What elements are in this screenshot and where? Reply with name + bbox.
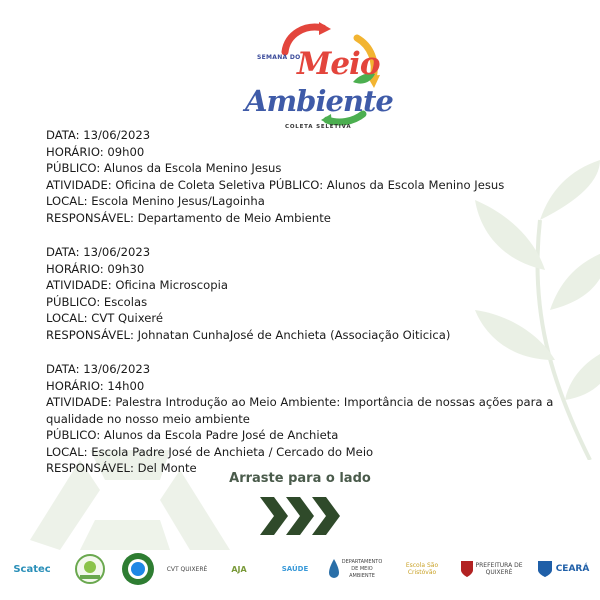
- ceara-logo: [528, 550, 598, 588]
- partner-globe-icon: [121, 552, 155, 586]
- dept-meio-ambiente-logo: [326, 550, 386, 588]
- partner-logo: [70, 550, 110, 588]
- partner-seal-icon: [74, 553, 106, 585]
- cvt-quixere-logo: [166, 550, 208, 588]
- event-date: DATA: 13/06/2023: [46, 128, 151, 142]
- event-time: HORÁRIO: 09h00: [46, 144, 145, 159]
- event-audience: PÚBLICO: Alunos da Escola Menino Jesus: [46, 161, 282, 175]
- event-location: LOCAL: Escola Menino Jesus/Lagoinha: [46, 194, 265, 208]
- event-time: HORÁRIO: 09h30: [46, 261, 145, 276]
- logo-meio-text: Meio: [297, 46, 380, 82]
- event-responsible: RESPONSÁVEL: Del Monte: [46, 461, 197, 475]
- event-audience: PÚBLICO: Alunos da Escola Padre José de Anchieta: [46, 428, 339, 442]
- logo-ambiente-text: Ambiente: [245, 84, 393, 118]
- chevron-right-arrows-icon[interactable]: [258, 495, 342, 537]
- escola-sao-cristovao-logo: [392, 550, 452, 588]
- event-activity: ATIVIDADE: Oficina de Coleta Seletiva PÚBLICO: Alunos da Escola Menino Jesus: [46, 177, 505, 192]
- partner-label: CVT QUIXERÉ: [166, 565, 208, 573]
- logo-subtitle: COLETA SELETIVA: [285, 124, 352, 130]
- prefeitura-quixere-logo: [458, 550, 526, 588]
- event-date: DATA: 13/06/2023: [46, 245, 151, 259]
- event-list: [46, 127, 576, 495]
- event-activity: ATIVIDADE: Oficina Microscopia: [46, 278, 228, 292]
- event-date: DATA: 13/06/2023: [46, 362, 151, 376]
- event-logo: [245, 22, 393, 134]
- saude-logo: [270, 550, 320, 588]
- logo-semana-text: SEMANA DO: [257, 54, 301, 61]
- event-block: [46, 127, 576, 226]
- partner-logos: [8, 550, 598, 588]
- event-location: LOCAL: CVT Quixeré: [46, 311, 164, 325]
- partner-label: AJA: [231, 564, 247, 574]
- swipe-hint: Arraste para o lado: [229, 471, 371, 486]
- event-activity: ATIVIDADE: Palestra Introdução ao Meio Ambiente: Importância de nossas ações para a qualidade no nosso meio ambiente: [46, 395, 554, 426]
- partner-label: DEPARTAMENTO DE MEIO AMBIENTE: [341, 558, 383, 579]
- partner-label: Scatec: [13, 563, 51, 575]
- crest-icon: [460, 560, 474, 578]
- event-block: [46, 244, 576, 343]
- event-block: [46, 361, 576, 477]
- ceara-crest-icon: [537, 560, 553, 578]
- event-responsible: RESPONSÁVEL: Johnatan CunhaJosé de Anchieta (Associação Oiticica): [46, 327, 451, 342]
- event-time: HORÁRIO: 14h00: [46, 378, 145, 393]
- aja-logo: [214, 550, 264, 588]
- event-audience: PÚBLICO: Escolas: [46, 294, 148, 309]
- partner-label: CEARÁ: [555, 564, 590, 574]
- event-location: LOCAL: Escola Padre José de Anchieta / Cercado do Meio: [46, 444, 374, 459]
- partner-label: SAÚDE: [281, 565, 309, 573]
- partner-label: PREFEITURA DE QUIXERÉ: [475, 562, 523, 576]
- scatec-logo: [8, 550, 56, 588]
- water-drop-icon: [328, 558, 340, 580]
- partner-label: Escola São Cristóvão: [405, 562, 439, 576]
- partner-logo: [118, 550, 158, 588]
- event-responsible: RESPONSÁVEL: Departamento de Meio Ambiente: [46, 210, 331, 225]
